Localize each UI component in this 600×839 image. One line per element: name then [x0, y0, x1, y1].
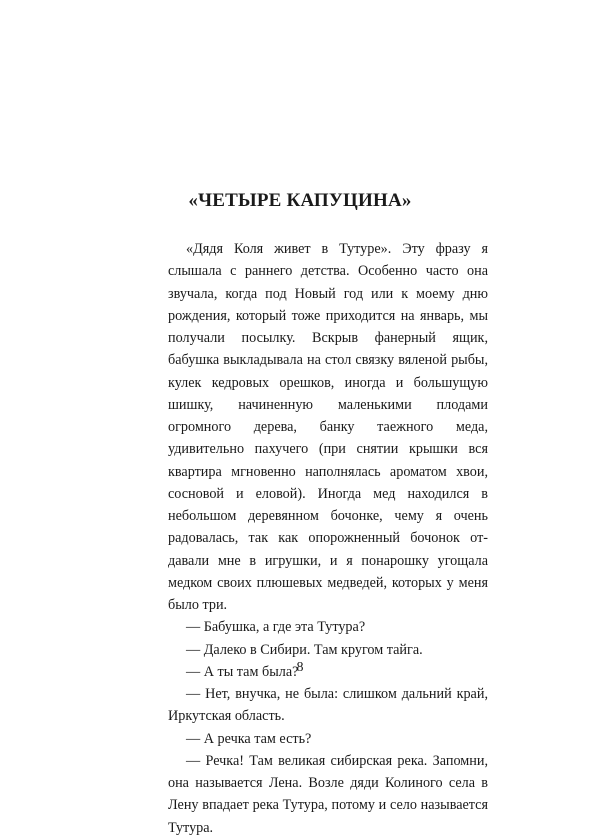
body-text [168, 238, 488, 839]
dialogue-line: — Речка! Там великая сибирская река. Запомни, она называется Лена. Возле дяди Колиного села в Лену впадает река Тутура, потому и село называется Тутура. [168, 752, 488, 836]
dialogue-line: — Нет, внучка, не была: слишком дальний край, Иркутская область. [168, 686, 488, 725]
chapter-title: «ЧЕТЫРЕ КАПУЦИНА» [188, 190, 412, 211]
dialogue-line: — А ты там была? [186, 663, 299, 680]
paragraph-intro: «Дядя Коля живет в Тутуре». Эту фразу я слышала с раннего детства. Особенно часто она звучала, когда под Новый год или к моему дню рождения, который тоже приходится на январь, мы получали посылку. Вскрыв фанерный ящик, бабушка выкладывала на стол связку вяленой рыбы, кулек кедровых орешков, иногда и большущую шишку, начиненную маленькими плодами огромного дерева, банку таежного меда, удивительно пахучего (при снятии крышки вся квартира мгновенно наполнялась ароматом хвои, сосновой и еловой). Иногда мед находился в небольшом деревянном бочонке, чему я очень радовалась, так как опорожненный бочонок отдавали мне в игрушки, и я понарошку угощала медком своих плюшевых медведей, которых у меня было три. [168, 241, 488, 613]
dialogue-line: — Бабушка, а где эта Тутура? [186, 619, 366, 636]
dialogue-line: — Далеко в Сибири. Там кругом тайга. [186, 641, 423, 658]
dialogue-line: — А речка там есть? [186, 730, 312, 747]
page-number: 8 [296, 660, 304, 675]
